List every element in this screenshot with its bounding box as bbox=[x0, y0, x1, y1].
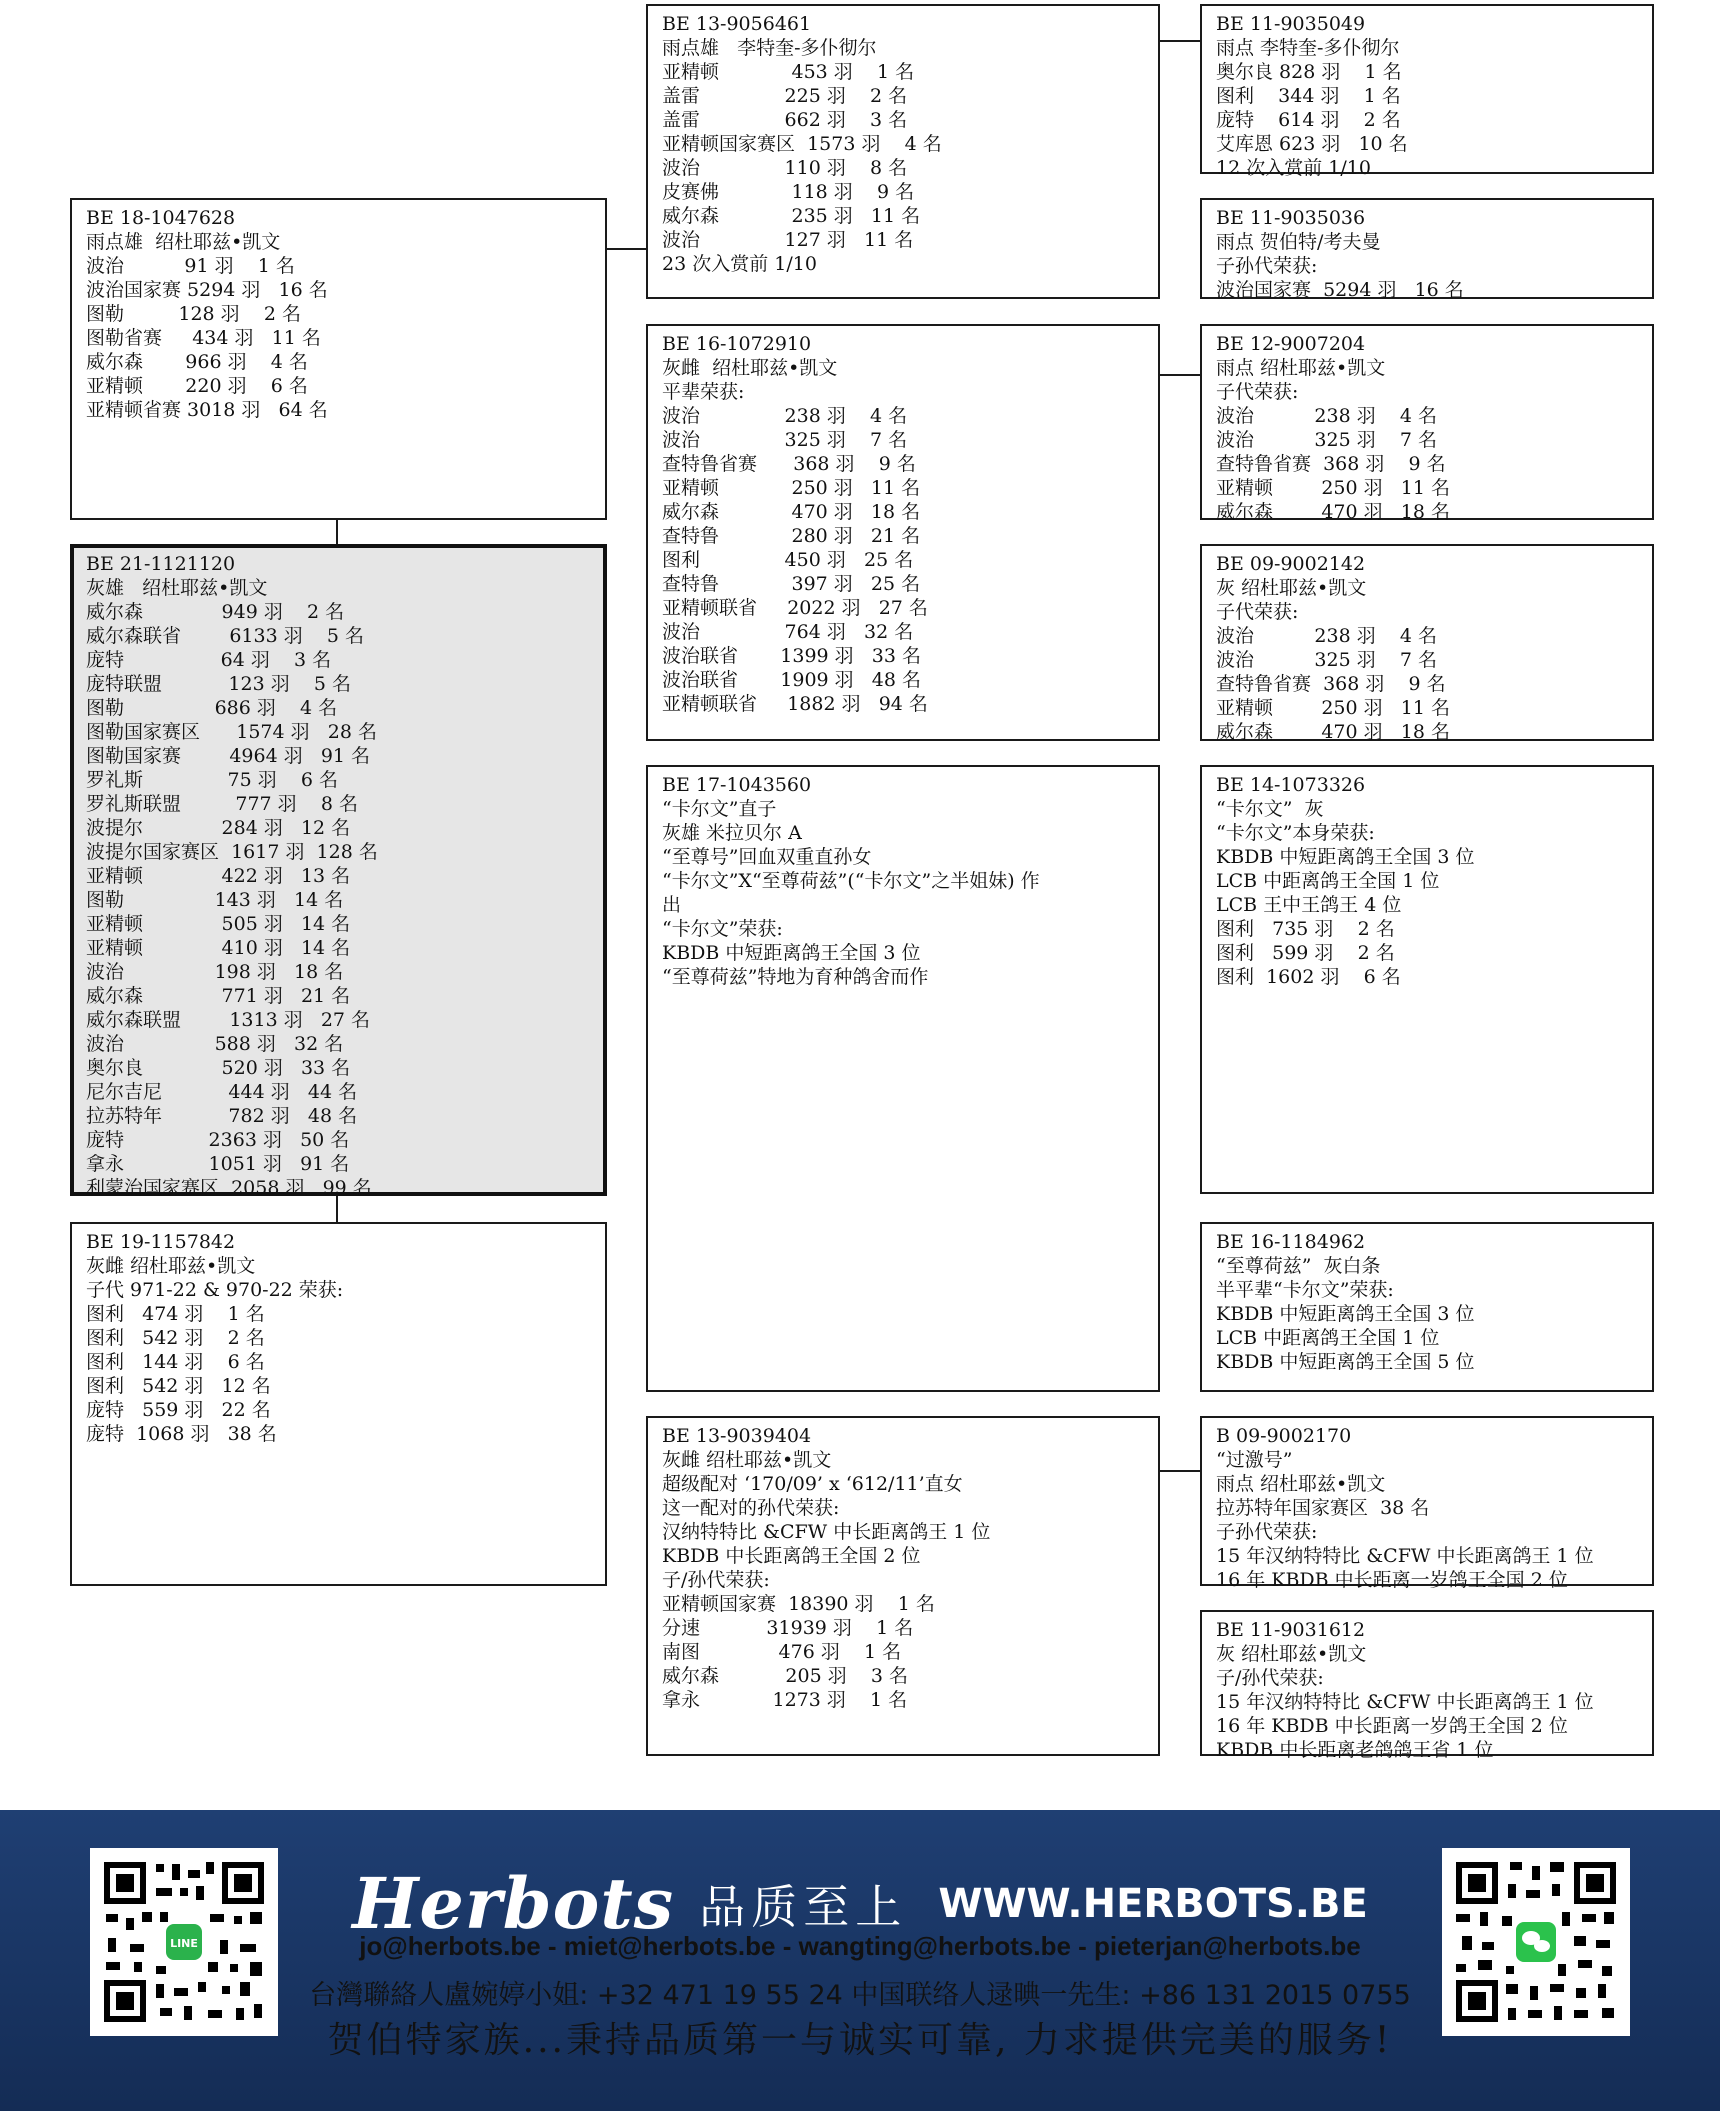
pedigree-line: 雨点雄 绍杜耶兹•凯文 bbox=[86, 231, 281, 253]
pedigree-line: 威尔森 470 羽 18 名 bbox=[662, 501, 921, 523]
pedigree-line: 拿永 1051 羽 91 名 bbox=[86, 1153, 350, 1175]
pedigree-line: KBDB 中短距离鸽王全国 3 位 bbox=[1216, 1303, 1475, 1325]
pedigree-line: 盖雷 225 羽 2 名 bbox=[662, 85, 908, 107]
pedigree-line: 波治 91 羽 1 名 bbox=[86, 255, 295, 277]
ring-number: BE 11-9035036 bbox=[1216, 207, 1366, 229]
pedigree-line: “卡尔文”本身荣获: bbox=[1216, 822, 1375, 844]
pedigree-line: 亚精顿 250 羽 11 名 bbox=[1216, 477, 1450, 499]
ring-number: BE 09-9002142 bbox=[1216, 553, 1366, 575]
pedigree-line: 庞特 64 羽 3 名 bbox=[86, 649, 332, 671]
dam-sire-sire-card bbox=[1200, 765, 1654, 1194]
pedigree-line: 子代荣获: bbox=[1216, 381, 1299, 403]
pedigree-line: 图勒 686 羽 4 名 bbox=[86, 697, 338, 719]
pedigree-line: “卡尔文”荣获: bbox=[662, 918, 783, 940]
pedigree-line: 威尔森 205 羽 3 名 bbox=[662, 1665, 909, 1687]
dam-dam-sire-card bbox=[1200, 1416, 1654, 1591]
sire-dam-sire-card bbox=[1200, 324, 1654, 523]
pedigree-line: 亚精顿省赛 3018 羽 64 名 bbox=[86, 399, 328, 421]
pedigree-line: 南图 476 羽 1 名 bbox=[662, 1641, 902, 1663]
pedigree-line: 图勒国家赛区 1574 羽 28 名 bbox=[86, 721, 377, 743]
pedigree-line: 波治联省 1909 羽 48 名 bbox=[662, 669, 922, 691]
pedigree-line: LCB 中距离鸽王全国 1 位 bbox=[1216, 1327, 1440, 1349]
ring-number: BE 12-9007204 bbox=[1216, 333, 1366, 355]
pedigree-line: 尼尔吉尼 444 羽 44 名 bbox=[86, 1081, 358, 1103]
pedigree-line: 亚精顿国家赛 18390 羽 1 名 bbox=[662, 1593, 935, 1615]
pedigree-line: 图勒 128 羽 2 名 bbox=[86, 303, 301, 325]
pedigree-line: 查特鲁 397 羽 25 名 bbox=[662, 573, 921, 595]
contact-phones: 台灣聯絡人盧婉婷小姐: +32 471 19 55 24 中国联络人逯晪一先生: +86 131 2015 0755 bbox=[309, 1980, 1411, 2011]
pedigree-line: 庞特 614 羽 2 名 bbox=[1216, 109, 1401, 131]
connector bbox=[605, 248, 646, 250]
pedigree-line: 图勒 143 羽 14 名 bbox=[86, 889, 344, 911]
pedigree-line: 波提尔 284 羽 12 名 bbox=[86, 817, 351, 839]
pedigree-line: “卡尔文”直子 bbox=[662, 798, 777, 820]
pedigree-line: 这一配对的孙代荣获: bbox=[662, 1497, 840, 1519]
ring-number: BE 16-1184962 bbox=[1216, 1231, 1366, 1253]
pedigree-line: 灰雌 绍杜耶兹•凯文 bbox=[662, 357, 838, 379]
sire-sire-card bbox=[646, 4, 1160, 299]
pedigree-line: 亚精顿国家赛区 1573 羽 4 名 bbox=[662, 133, 942, 155]
pedigree-line: 灰 绍杜耶兹•凯文 bbox=[1216, 577, 1367, 599]
dam-card bbox=[70, 1222, 607, 1586]
pedigree-line: 分速 31939 羽 1 名 bbox=[662, 1617, 914, 1639]
pedigree-line: “至尊荷兹”特地为育种鸽舍而作 bbox=[662, 966, 929, 988]
dam-dam-dam-card bbox=[1200, 1610, 1654, 1761]
herbots-logo: Herbots bbox=[352, 1862, 675, 1945]
pedigree-line: “卡尔文”X“至尊荷兹”(“卡尔文”之半姐妹) 作 bbox=[662, 870, 1040, 892]
pedigree-line: 罗礼斯联盟 777 羽 8 名 bbox=[86, 793, 358, 815]
pedigree-line: 亚精顿 220 羽 6 名 bbox=[86, 375, 308, 397]
pedigree-line: 威尔森 771 羽 21 名 bbox=[86, 985, 351, 1007]
dam-sire-card bbox=[646, 765, 1160, 1392]
pedigree-line: 图利 599 羽 2 名 bbox=[1216, 942, 1395, 964]
pedigree-line: 图利 1602 羽 6 名 bbox=[1216, 966, 1401, 988]
ring-number: BE 11-9035049 bbox=[1216, 13, 1366, 35]
pedigree-line: 波治 238 羽 4 名 bbox=[662, 405, 908, 427]
pedigree-line: 23 次入赏前 1/10 bbox=[662, 253, 817, 275]
pedigree-line: 灰雄 米拉贝尔 A bbox=[662, 822, 802, 844]
pedigree-line: 雨点 绍杜耶兹•凯文 bbox=[1216, 1473, 1386, 1495]
pedigree-line: 拉苏特年 782 羽 48 名 bbox=[86, 1105, 358, 1127]
sire-dam-dam-card bbox=[1200, 544, 1654, 741]
pedigree-line: 查特鲁省赛 368 羽 9 名 bbox=[1216, 673, 1446, 695]
pedigree-line: 图利 474 羽 1 名 bbox=[86, 1303, 265, 1325]
pedigree-line: 艾库恩 623 羽 10 名 bbox=[1216, 133, 1408, 155]
pedigree-line: 15 年汉纳特特比 &CFW 中长距离鸽王 1 位 bbox=[1216, 1545, 1594, 1567]
dam-sire-dam-card bbox=[1200, 1222, 1654, 1392]
pedigree-line: 16 年 KBDB 中长距离一岁鸽王全国 2 位 bbox=[1216, 1715, 1568, 1737]
pedigree-line: 亚精顿联省 2022 羽 27 名 bbox=[662, 597, 928, 619]
pedigree-line: LCB 中距离鸽王全国 1 位 bbox=[1216, 870, 1440, 892]
ring-number: BE 13-9039404 bbox=[662, 1425, 812, 1447]
pedigree-line: 子代 971-22 & 970-22 荣获: bbox=[86, 1279, 344, 1301]
pedigree-line: 威尔森 949 羽 2 名 bbox=[86, 601, 345, 623]
pedigree-line: 威尔森 966 羽 4 名 bbox=[86, 351, 308, 373]
pedigree-line: 皮赛佛 118 羽 9 名 bbox=[662, 181, 915, 203]
ring-number: BE 17-1043560 bbox=[662, 774, 812, 796]
pedigree-line: 亚精顿 250 羽 11 名 bbox=[662, 477, 921, 499]
pedigree-line: 亚精顿 505 羽 14 名 bbox=[86, 913, 351, 935]
pedigree-line: 汉纳特特比 &CFW 中长距离鸽王 1 位 bbox=[662, 1521, 991, 1543]
svg-text:LINE: LINE bbox=[170, 1937, 198, 1950]
pedigree-line: KBDB 中长距离老鸽鸽王省 1 位 bbox=[1216, 1739, 1494, 1761]
pedigree-line: 查特鲁 280 羽 21 名 bbox=[662, 525, 921, 547]
pedigree-line: “至尊号”回血双重直孙女 bbox=[662, 846, 872, 868]
pedigree-line: 拿永 1273 羽 1 名 bbox=[662, 1689, 908, 1711]
pedigree-line: 亚精顿联省 1882 羽 94 名 bbox=[662, 693, 928, 715]
subject-pigeon-card bbox=[70, 544, 607, 1199]
pedigree-line: KBDB 中长距离鸽王全国 2 位 bbox=[662, 1545, 921, 1567]
pedigree-line: 盖雷 662 羽 3 名 bbox=[662, 109, 908, 131]
pedigree-line: 图利 450 羽 25 名 bbox=[662, 549, 914, 571]
pedigree-line: 图勒国家赛 4964 羽 91 名 bbox=[86, 745, 371, 767]
connector bbox=[1158, 374, 1202, 376]
pedigree-line: 灰雌 绍杜耶兹•凯文 bbox=[662, 1449, 832, 1471]
pedigree-line: 图利 542 羽 2 名 bbox=[86, 1327, 265, 1349]
connector bbox=[1158, 40, 1202, 42]
pedigree-line: 庞特 2363 羽 50 名 bbox=[86, 1129, 350, 1151]
pedigree-line: 亚精顿 250 羽 11 名 bbox=[1216, 697, 1450, 719]
pedigree-line: KBDB 中短距离鸽王全国 3 位 bbox=[662, 942, 921, 964]
pedigree-line: 雨点雄 李特奎-多仆彻尔 bbox=[662, 37, 877, 59]
pedigree-line: 威尔森 235 羽 11 名 bbox=[662, 205, 921, 227]
pedigree-line: 威尔森 470 羽 18 名 bbox=[1216, 501, 1450, 523]
pedigree-line: 波提尔国家赛区 1617 羽 128 名 bbox=[86, 841, 378, 863]
pedigree-line: 波治国家赛 5294 羽 16 名 bbox=[86, 279, 328, 301]
pedigree-line: 灰 绍杜耶兹•凯文 bbox=[1216, 1643, 1367, 1665]
connector bbox=[336, 520, 338, 544]
pedigree-line: 子孙代荣获: bbox=[1216, 255, 1318, 277]
ring-number: BE 13-9056461 bbox=[662, 13, 812, 35]
pedigree-line: 庞特 1068 羽 38 名 bbox=[86, 1423, 277, 1445]
pedigree-line: 波治 588 羽 32 名 bbox=[86, 1033, 344, 1055]
pedigree-line: 雨点 贺伯特/考夫曼 bbox=[1216, 231, 1381, 253]
pedigree-line: 波治联省 1399 羽 33 名 bbox=[662, 645, 922, 667]
pedigree-line: 图利 542 羽 12 名 bbox=[86, 1375, 271, 1397]
pedigree-line: 12 次入赏前 1/10 bbox=[1216, 157, 1371, 179]
pedigree-line: 超级配对 ‘170/09’ x ‘612/11’直女 bbox=[662, 1473, 963, 1495]
connector bbox=[1158, 1470, 1202, 1472]
footer-tagline: 贺伯特家族...秉持品质第一与诚实可靠, 力求提供完美的服务! bbox=[327, 2020, 1393, 2061]
pedigree-line: 亚精顿 410 羽 14 名 bbox=[86, 937, 351, 959]
pedigree-line: 波治 127 羽 11 名 bbox=[662, 229, 914, 251]
pedigree-line: 波治 198 羽 18 名 bbox=[86, 961, 344, 983]
dam-dam-card bbox=[646, 1416, 1160, 1756]
pedigree-line: 平辈荣获: bbox=[662, 381, 745, 403]
pedigree-line: 庞特 559 羽 22 名 bbox=[86, 1399, 271, 1421]
ring-number: BE 14-1073326 bbox=[1216, 774, 1366, 796]
pedigree-line: 查特鲁省赛 368 羽 9 名 bbox=[662, 453, 916, 475]
pedigree-line: 奥尔良 520 羽 33 名 bbox=[86, 1057, 351, 1079]
pedigree-line: 波治 325 羽 7 名 bbox=[662, 429, 908, 451]
pedigree-line: 亚精顿 422 羽 13 名 bbox=[86, 865, 351, 887]
pedigree-line: KBDB 中短距离鸽王全国 5 位 bbox=[1216, 1351, 1475, 1373]
pedigree-line: 波治国家赛 5294 羽 16 名 bbox=[1216, 279, 1464, 301]
pedigree-line: KBDB 中短距离鸽王全国 3 位 bbox=[1216, 846, 1475, 868]
ring-number: BE 18-1047628 bbox=[86, 207, 236, 229]
pedigree-line: 奥尔良 828 羽 1 名 bbox=[1216, 61, 1402, 83]
ring-number: BE 11-9031612 bbox=[1216, 1619, 1366, 1641]
pedigree-line: 波治 110 羽 8 名 bbox=[662, 157, 908, 179]
sire-sire-sire-card bbox=[1200, 4, 1654, 179]
pedigree-line: 威尔森 470 羽 18 名 bbox=[1216, 721, 1450, 743]
pedigree-line: 16 年 KBDB 中长距离一岁鸽王全国 2 位 bbox=[1216, 1569, 1568, 1591]
pedigree-line: LCB 王中王鸽王 4 位 bbox=[1216, 894, 1402, 916]
pedigree-line: 子代荣获: bbox=[1216, 601, 1299, 623]
pedigree-line: 威尔森联盟 1313 羽 27 名 bbox=[86, 1009, 371, 1031]
ring-number: BE 16-1072910 bbox=[662, 333, 812, 355]
pedigree-line: 波治 238 羽 4 名 bbox=[1216, 625, 1437, 647]
pedigree-line: 波治 325 羽 7 名 bbox=[1216, 429, 1437, 451]
pedigree-line: 波治 325 羽 7 名 bbox=[1216, 649, 1437, 671]
pedigree-line: 子/孙代荣获: bbox=[662, 1569, 770, 1591]
pedigree-line: 雨点 李特奎-多仆彻尔 bbox=[1216, 37, 1400, 59]
pedigree-line: 图勒省赛 434 羽 11 名 bbox=[86, 327, 321, 349]
pedigree-line: “至尊荷兹” 灰白条 bbox=[1216, 1255, 1381, 1277]
pedigree-line: 灰雄 绍杜耶兹•凯文 bbox=[86, 577, 268, 599]
ring-number: BE 21-1121120 bbox=[86, 553, 236, 575]
pedigree-line: 亚精顿 453 羽 1 名 bbox=[662, 61, 915, 83]
contact-emails[interactable]: jo@herbots.be - miet@herbots.be - wangting@herbots.be - pieterjan@herbots.be bbox=[359, 1931, 1361, 1961]
ring-number: BE 19-1157842 bbox=[86, 1231, 236, 1253]
pedigree-line: 子/孙代荣获: bbox=[1216, 1667, 1324, 1689]
pedigree-line: “过激号” bbox=[1216, 1449, 1293, 1471]
pedigree-line: 雨点 绍杜耶兹•凯文 bbox=[1216, 357, 1386, 379]
pedigree-line: 拉苏特年国家赛区 38 名 bbox=[1216, 1497, 1430, 1519]
pedigree-line: 图利 735 羽 2 名 bbox=[1216, 918, 1395, 940]
pedigree-line: 利蒙治国家赛区 2058 羽 99 名 bbox=[86, 1177, 372, 1199]
pedigree-line: 灰雌 绍杜耶兹•凯文 bbox=[86, 1255, 256, 1277]
pedigree-line: 查特鲁省赛 368 羽 9 名 bbox=[1216, 453, 1446, 475]
sire-card bbox=[70, 198, 607, 520]
pedigree-line: 15 年汉纳特特比 &CFW 中长距离鸽王 1 位 bbox=[1216, 1691, 1594, 1713]
pedigree-line: 半平辈“卡尔文”荣获: bbox=[1216, 1279, 1394, 1301]
sire-dam-card bbox=[646, 324, 1160, 741]
pedigree-line: 波治 238 羽 4 名 bbox=[1216, 405, 1437, 427]
pedigree-line: 图利 144 羽 6 名 bbox=[86, 1351, 265, 1373]
pedigree-line: 出 bbox=[662, 894, 682, 916]
pedigree-line: 子孙代荣获: bbox=[1216, 1521, 1318, 1543]
sire-sire-dam-card bbox=[1200, 198, 1654, 299]
pedigree-line: “卡尔文” 灰 bbox=[1216, 798, 1324, 820]
pedigree-line: 威尔森联省 6133 羽 5 名 bbox=[86, 625, 364, 647]
pedigree-line: 庞特联盟 123 羽 5 名 bbox=[86, 673, 352, 695]
pedigree-line: 波治 764 羽 32 名 bbox=[662, 621, 914, 643]
website-link[interactable]: WWW.HERBOTS.BE bbox=[938, 1880, 1368, 1927]
brand-slogan: 品质至上 bbox=[699, 1879, 908, 1934]
pedigree-line: 图利 344 羽 1 名 bbox=[1216, 85, 1401, 107]
ring-number: B 09-9002170 bbox=[1216, 1425, 1352, 1447]
pedigree-line: 罗礼斯 75 羽 6 名 bbox=[86, 769, 339, 791]
